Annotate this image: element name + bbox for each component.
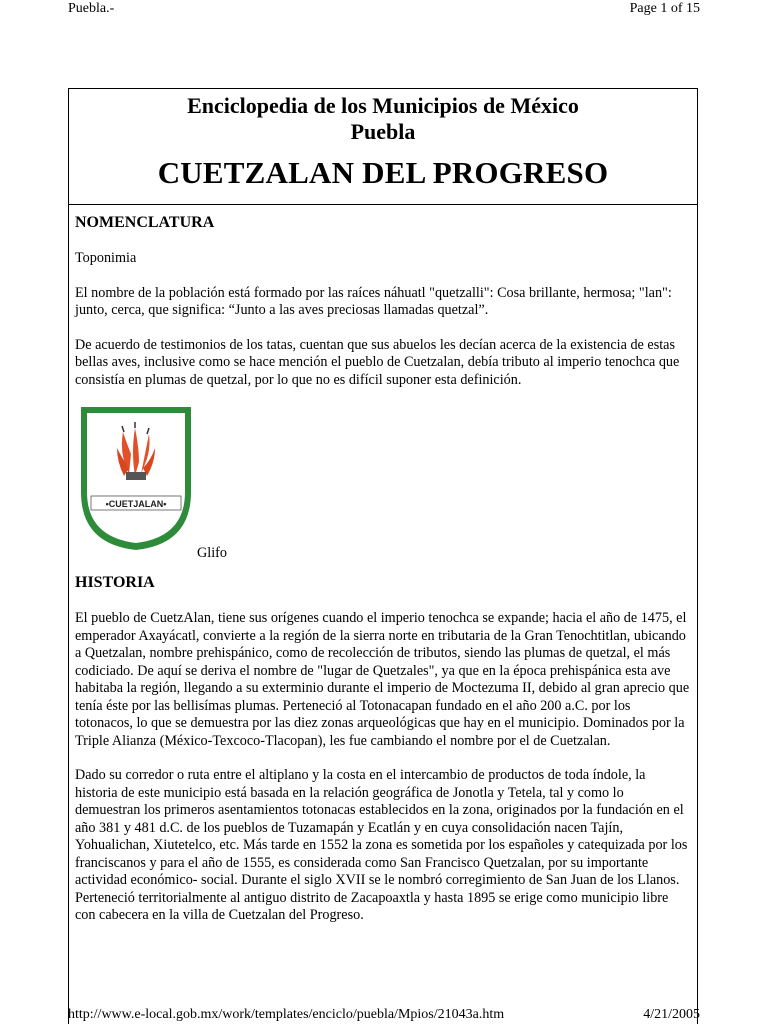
source-url: http://www.e-local.gob.mx/work/templates/enciclo/puebla/Mpios/21043a.htm <box>68 1007 505 1022</box>
municipality-title: CUETZALAN DEL PROGRESO <box>157 155 609 190</box>
nomenclatura-paragraph-1: El nombre de la población está formado por las raíces náhuatl "quetzalli": Cosa brillante, hermosa; "lan": junto, cerca, que significa: “Junto a las aves preciosas llamadas quetzal”. <box>75 284 672 318</box>
glifo-figure <box>75 404 691 560</box>
glifo-caption: Glifo <box>197 544 227 561</box>
state-name: Puebla <box>350 119 416 144</box>
encyclopedia-title: Enciclopedia de los Municipios de México <box>187 93 579 118</box>
page-number: Page 1 of 15 <box>629 1 700 16</box>
historia-paragraph-1: El pueblo de CuetzAlan, tiene sus orígenes cuando el imperio tenochca se expande; hacia el año de 1475, el emperador Axayácatl, convierte a la región de la sierra norte en tributaria de la Gran Tenochtitlan, ubicando a Quetzalan, nombre prehispánico, como de recolección de tributos, siendo las plumas de quetzal, el más codiciado. De aquí se deriva el nombre de "lugar de Quetzales", ya que en la época prehispánica esta ave habitaba la región, llegando a su exterminio durante el imperio de Moctezuma II, debido al gran aprecio que tenía éste por las bellisímas plumas. Perteneció al Totonacapan fundado en el año 200 a.C. por los totonacos, lo que se demuestra por las diez zonas arqueológicas que hay en el municipio. Dominados por la Triple Alianza (México-Texcoco-Tlacopan), les fue cambiando el nombre por el de Cuetzalan. <box>75 610 690 749</box>
glifo-inscription: •CUETJALAN• <box>105 499 167 509</box>
nomenclatura-paragraph-2: De acuerdo de testimonios de los tatas, cuentan que sus abuelos les decían acerca de la existencia de estas bellas aves, inclusive como se hace mención el pueblo de Cuetzalan, debía tributo al imperio tenochca que consistía en plumas de quetzal, por lo que no es difícil suponer esta definición. <box>75 336 680 388</box>
nomenclatura-heading: NOMENCLATURA <box>75 214 215 231</box>
glifo-shield-image <box>77 404 195 554</box>
historia-paragraph-2: Dado su corredor o ruta entre el altiplano y la costa en el intercambio de productos de toda índole, la historia de este municipio está basada en la relación geográfica de Jonotla y Tetela, tal y como lo demuestran los primeros asentamientos totonacas establecidos en la zona, originados por la fundación en el año 381 y 481 d.C. de los pueblos de Tuzamapán y Ecatlán y en cuya consolidación nacen Tajín, Yohualichan, Xiutetelco, etc. Más tarde en 1552 la zona es sometida por los españoles y catequizada por los franciscanos y para el año de 1555, es considerada como San Francisco Quetzalan, por su importante actividad económico- social. Durante el siglo XVII se le nombró corregimiento de San Juan de los Llanos. Perteneció territorialmente al antiguo distrito de Zacapoaxtla y hasta 1895 se erige como municipio libre con cabecera en la villa de Cuetzalan del Progreso. <box>75 767 688 923</box>
title-block <box>69 89 697 205</box>
historia-heading: HISTORIA <box>75 574 155 591</box>
header-title: Puebla.- <box>68 1 115 16</box>
content <box>69 213 697 925</box>
page-header <box>0 0 768 20</box>
print-date: 4/21/2005 <box>643 1007 700 1022</box>
document-frame <box>68 88 698 1024</box>
toponimia-label: Toponimia <box>75 250 137 266</box>
